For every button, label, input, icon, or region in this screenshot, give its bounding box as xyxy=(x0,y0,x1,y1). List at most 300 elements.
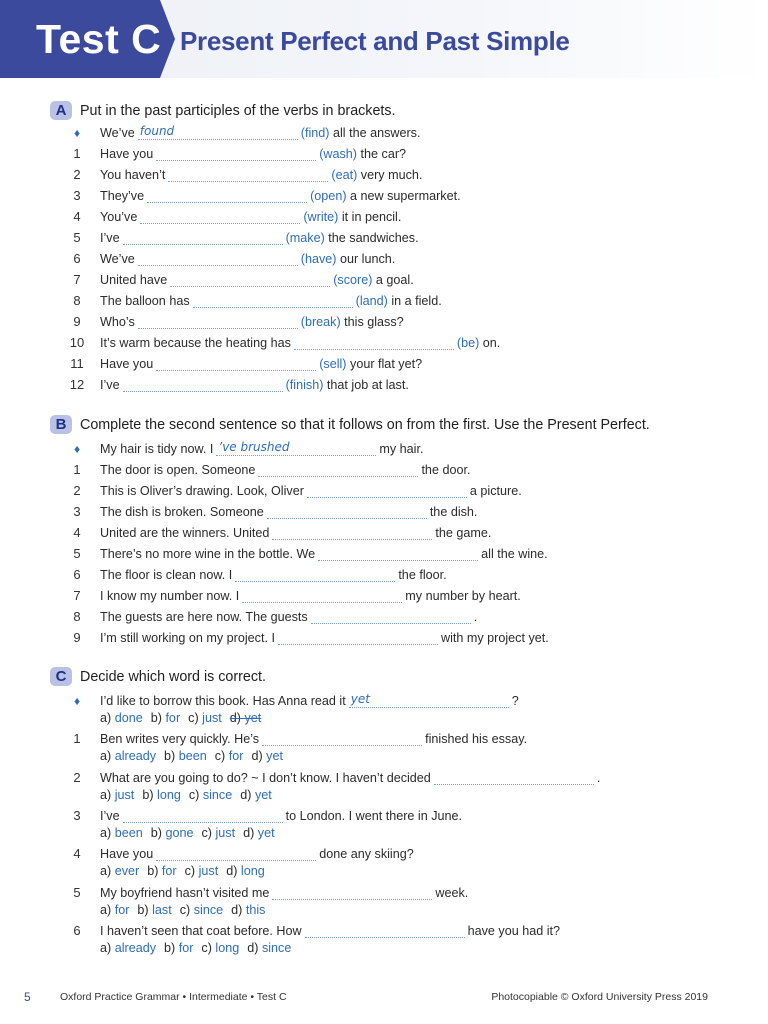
answer-option[interactable] xyxy=(100,711,143,725)
item-text-after: my number by heart. xyxy=(405,589,521,603)
item-text xyxy=(100,270,414,290)
option-word: ever xyxy=(114,864,140,879)
section-a-badge: A xyxy=(50,101,72,120)
item-text xyxy=(100,691,519,711)
option-letter: a) xyxy=(100,711,112,725)
answer-options xyxy=(100,939,299,957)
item-text xyxy=(100,460,470,480)
item-text-after: with my project yet. xyxy=(440,631,549,645)
answer-option[interactable] xyxy=(231,903,265,917)
answer-options xyxy=(100,786,280,804)
option-letter: a) xyxy=(100,749,112,764)
exercise-row xyxy=(0,921,768,959)
option-letter: b) xyxy=(150,711,162,725)
item-text-before: It’s warm because the heating has xyxy=(100,336,291,350)
answer-options xyxy=(100,747,291,765)
option-word: since xyxy=(193,902,224,917)
item-number: 4 xyxy=(73,846,81,862)
item-text xyxy=(100,544,548,564)
item-text-after: very much. xyxy=(360,168,423,182)
answer-blank[interactable] xyxy=(235,566,395,582)
item-text xyxy=(100,186,461,206)
option-letter: b) xyxy=(142,787,154,802)
item-text-after: this glass? xyxy=(344,315,404,329)
answer-blank[interactable] xyxy=(242,587,402,603)
item-text-after: to London. I went there in June. xyxy=(285,808,463,823)
answer-option[interactable] xyxy=(243,826,275,840)
exercise-row xyxy=(0,806,768,844)
item-number: 9 xyxy=(73,314,81,329)
exercise-row xyxy=(0,144,768,165)
option-word: for xyxy=(165,711,181,725)
item-text xyxy=(100,586,521,606)
item-number: 12 xyxy=(69,377,85,392)
page-title: Present Perfect and Past Simple xyxy=(180,26,570,56)
handwritten-answer: yet xyxy=(350,692,370,706)
answer-option[interactable] xyxy=(142,788,181,802)
option-word: long xyxy=(240,864,265,879)
exercise-row xyxy=(0,883,768,921)
option-word: long xyxy=(157,787,181,802)
footer-copyright: Photocopiable © Oxford University Press 2019 xyxy=(491,991,708,1003)
item-text-before: What are you going to do? ~ I don’t know. I haven’t decided xyxy=(100,770,431,785)
item-text-before: I’ve xyxy=(100,808,120,823)
option-word: just xyxy=(114,787,135,802)
item-text-before: The door is open. Someone xyxy=(100,463,256,477)
option-letter: c) xyxy=(201,825,212,840)
page-number: 5 xyxy=(24,990,31,1004)
test-label: Test C xyxy=(36,16,162,62)
item-text-before: Have you xyxy=(100,847,154,862)
option-letter: b) xyxy=(137,902,149,917)
item-text xyxy=(100,844,414,864)
answer-option[interactable] xyxy=(100,749,156,763)
item-text-after: the door. xyxy=(421,463,471,477)
exercise-row xyxy=(0,481,768,502)
item-number: 5 xyxy=(73,546,81,561)
option-word: long xyxy=(215,940,240,955)
handwritten-answer: found xyxy=(139,124,175,138)
exercise-row xyxy=(0,165,768,186)
option-letter: d) xyxy=(243,825,255,840)
verb-hint: (open) xyxy=(310,189,347,203)
verb-hint: (wash) xyxy=(319,147,358,161)
item-text-before: I’ve xyxy=(100,231,120,245)
option-letter: d) xyxy=(231,902,243,917)
answer-option[interactable] xyxy=(137,903,171,917)
answer-option[interactable] xyxy=(188,711,222,725)
item-text xyxy=(100,523,491,543)
item-text xyxy=(100,333,500,353)
item-text-after: finished his essay. xyxy=(425,732,528,747)
item-text-before: This is Oliver’s drawing. Look, Oliver xyxy=(100,484,304,498)
item-text-before: My boyfriend hasn’t visited me xyxy=(100,885,270,900)
item-text-after: . xyxy=(473,610,478,624)
section-c-badge: C xyxy=(50,667,72,686)
answer-blank[interactable] xyxy=(193,292,353,308)
answer-blank[interactable] xyxy=(258,461,418,477)
exercise-row xyxy=(0,729,768,767)
item-number: 6 xyxy=(73,567,81,582)
answer-blank[interactable] xyxy=(147,187,307,203)
answer-blank[interactable] xyxy=(272,884,432,900)
item-text-after: the dish. xyxy=(429,505,478,519)
item-number: 7 xyxy=(73,272,81,287)
answer-blank[interactable] xyxy=(170,271,330,287)
item-text xyxy=(100,883,468,903)
option-word: for xyxy=(114,902,130,917)
verb-hint: (have) xyxy=(300,252,337,266)
option-letter: d) xyxy=(240,787,252,802)
exercise-row xyxy=(0,523,768,544)
answer-option[interactable] xyxy=(240,788,272,802)
item-text xyxy=(100,228,419,248)
item-number: 6 xyxy=(73,251,81,266)
answer-blank[interactable] xyxy=(138,250,298,266)
item-text xyxy=(100,123,420,143)
answer-blank[interactable] xyxy=(140,208,300,224)
exercise-row xyxy=(0,312,768,333)
exercise-row xyxy=(0,291,768,312)
item-text-after: my hair. xyxy=(379,442,424,456)
exercise-row xyxy=(0,502,768,523)
exercise-row xyxy=(0,375,768,396)
answer-option[interactable] xyxy=(201,941,239,955)
item-text-after: all the answers. xyxy=(332,126,421,140)
item-number: 8 xyxy=(73,293,81,308)
item-text-before: The guests are here now. The guests xyxy=(100,610,308,624)
item-text-after: all the wine. xyxy=(481,547,548,561)
answer-blank[interactable] xyxy=(156,845,316,861)
option-letter: a) xyxy=(100,940,112,955)
item-text-after: that job at last. xyxy=(326,378,409,392)
exercise-row xyxy=(0,249,768,270)
item-text-after: on. xyxy=(482,336,501,350)
item-text-before: My hair is tidy now. I xyxy=(100,442,214,456)
exercise-row xyxy=(0,544,768,565)
item-text-before: I’m still working on my project. I xyxy=(100,631,275,645)
answer-blank[interactable] xyxy=(216,440,376,456)
item-text-before: I know my number now. I xyxy=(100,589,240,603)
verb-hint: (be) xyxy=(456,336,480,350)
exercise-row xyxy=(0,354,768,375)
answer-option[interactable] xyxy=(147,864,176,878)
exercise-row xyxy=(0,628,768,649)
option-word: since xyxy=(261,940,292,955)
answer-option[interactable] xyxy=(180,903,223,917)
item-text-after: . xyxy=(596,770,601,785)
verb-hint: (score) xyxy=(333,273,373,287)
exercise-row xyxy=(0,565,768,586)
exercise-row xyxy=(0,607,768,628)
item-text-before: United are the winners. United xyxy=(100,526,270,540)
example-row xyxy=(0,691,768,729)
answer-blank[interactable] xyxy=(123,376,283,392)
answer-blank[interactable] xyxy=(307,482,467,498)
exercise-row xyxy=(0,844,768,882)
item-text-after: the sandwiches. xyxy=(328,231,419,245)
answer-blank[interactable] xyxy=(156,355,316,371)
item-text-after: have you had it? xyxy=(467,923,561,938)
option-letter: a) xyxy=(100,825,112,840)
option-word: since xyxy=(202,787,233,802)
option-letter: c) xyxy=(214,749,226,764)
answer-option[interactable] xyxy=(164,749,207,763)
section-b-instruction: Complete the second sentence so that it follows on from the first. Use the Present Perfect. xyxy=(80,417,650,433)
option-letter: b) xyxy=(164,940,176,955)
answer-blank[interactable] xyxy=(262,730,422,746)
item-text-after: our lunch. xyxy=(339,252,396,266)
option-letter: d) xyxy=(251,749,263,764)
verb-hint: (find) xyxy=(300,126,330,140)
answer-blank[interactable] xyxy=(272,524,432,540)
answer-option[interactable] xyxy=(151,711,180,725)
item-text xyxy=(100,165,422,185)
exercise-row xyxy=(0,768,768,806)
answer-option[interactable] xyxy=(151,826,194,840)
example-diamond-icon: ♦ xyxy=(73,126,81,140)
item-text-after: your flat yet? xyxy=(350,357,423,371)
option-word: last xyxy=(152,902,172,917)
answer-option[interactable] xyxy=(201,826,235,840)
item-text xyxy=(100,249,395,269)
handwritten-answer: ’ve brushed xyxy=(218,440,290,454)
item-text-before: I haven’t seen that coat before. How xyxy=(100,923,302,938)
item-number: 2 xyxy=(73,769,81,785)
item-text-before: There’s no more wine in the bottle. We xyxy=(100,547,316,561)
exercise-row xyxy=(0,186,768,207)
verb-hint: (sell) xyxy=(319,357,347,371)
option-letter: c) xyxy=(188,787,200,802)
item-text-after: a new supermarket. xyxy=(350,189,461,203)
option-letter: c) xyxy=(179,902,191,917)
item-text-after: a goal. xyxy=(375,273,414,287)
item-number: 4 xyxy=(73,209,81,224)
answer-blank[interactable] xyxy=(123,807,283,823)
option-letter: a) xyxy=(100,787,112,802)
item-text xyxy=(100,481,522,501)
answer-option[interactable] xyxy=(247,941,291,955)
option-word: for xyxy=(161,864,177,879)
exercise-row xyxy=(0,207,768,228)
item-text xyxy=(100,628,549,648)
option-word: yet xyxy=(244,711,262,725)
item-text-before: The dish is broken. Someone xyxy=(100,505,264,519)
option-word: been xyxy=(114,825,143,840)
answer-option[interactable] xyxy=(226,864,265,878)
item-text-before: We’ve xyxy=(100,252,135,266)
option-letter: b) xyxy=(150,825,162,840)
item-text xyxy=(100,375,409,395)
example-diamond-icon: ♦ xyxy=(73,694,81,708)
item-text-after: the car? xyxy=(360,147,407,161)
option-word: just xyxy=(202,711,222,725)
item-number: 8 xyxy=(73,609,81,624)
section-b-badge: B xyxy=(50,415,72,434)
page-footer xyxy=(0,990,768,1010)
item-text xyxy=(100,207,401,227)
item-text xyxy=(100,729,527,749)
item-number: 9 xyxy=(73,630,81,645)
option-word: this xyxy=(245,902,266,917)
answer-option[interactable] xyxy=(185,864,219,878)
item-text-before: Have you xyxy=(100,147,154,161)
answer-blank[interactable] xyxy=(311,608,471,624)
answer-options xyxy=(100,709,269,727)
option-word: yet xyxy=(257,825,275,840)
answer-blank[interactable] xyxy=(278,629,438,645)
exercise-row xyxy=(0,333,768,354)
exercise-row xyxy=(0,460,768,481)
section-a-instruction: Put in the past participles of the verbs in brackets. xyxy=(80,103,396,119)
answer-option[interactable] xyxy=(215,749,244,763)
exercise-row xyxy=(0,270,768,291)
item-number: 7 xyxy=(73,588,81,603)
item-text xyxy=(100,806,462,826)
item-text-before: United have xyxy=(100,273,168,287)
option-word: been xyxy=(178,749,207,764)
item-number: 2 xyxy=(73,167,81,182)
item-text xyxy=(100,144,406,164)
option-letter: c) xyxy=(188,711,199,725)
item-number: 5 xyxy=(73,230,81,245)
option-letter: a) xyxy=(100,902,112,917)
answer-blank[interactable] xyxy=(138,124,298,140)
section-c-instruction: Decide which word is correct. xyxy=(80,669,266,685)
item-number: 6 xyxy=(73,922,81,938)
option-letter: c) xyxy=(201,940,212,955)
answer-blank[interactable] xyxy=(168,166,328,182)
item-number: 2 xyxy=(73,483,81,498)
verb-hint: (finish) xyxy=(285,378,324,392)
answer-option[interactable] xyxy=(164,941,193,955)
answer-option[interactable] xyxy=(100,864,139,878)
answer-option[interactable] xyxy=(100,826,143,840)
option-word: done xyxy=(114,711,143,725)
item-text-after: in a field. xyxy=(391,294,442,308)
item-text-after: the game. xyxy=(435,526,492,540)
item-text-before: Have you xyxy=(100,357,154,371)
item-text-before: I’d like to borrow this book. Has Anna read it xyxy=(100,694,346,708)
answer-blank[interactable] xyxy=(349,692,509,708)
item-text xyxy=(100,921,560,941)
item-text-after: done any skiing? xyxy=(319,847,414,862)
answer-blank[interactable] xyxy=(434,769,594,785)
answer-blank[interactable] xyxy=(305,922,465,938)
verb-hint: (land) xyxy=(355,294,388,308)
example-row xyxy=(0,439,768,460)
option-letter: d) xyxy=(226,864,238,879)
item-number: 10 xyxy=(69,335,85,350)
answer-blank[interactable] xyxy=(123,229,283,245)
item-text-before: The floor is clean now. I xyxy=(100,568,233,582)
answer-options xyxy=(100,901,273,919)
exercise-row xyxy=(0,228,768,249)
page-header xyxy=(0,0,768,78)
item-number: 4 xyxy=(73,525,81,540)
item-text xyxy=(100,768,600,788)
option-word: yet xyxy=(266,749,283,764)
option-letter: d) xyxy=(229,711,241,725)
answer-options xyxy=(100,862,273,880)
option-word: for xyxy=(228,749,244,764)
answer-blank[interactable] xyxy=(138,313,298,329)
item-number: 5 xyxy=(73,884,81,900)
item-text xyxy=(100,502,477,522)
answer-options xyxy=(100,824,283,842)
answer-option[interactable] xyxy=(100,941,156,955)
verb-hint: (eat) xyxy=(331,168,358,182)
test-tab xyxy=(0,0,175,78)
verb-hint: (make) xyxy=(285,231,325,245)
option-word: gone xyxy=(165,825,194,840)
answer-blank[interactable] xyxy=(156,145,316,161)
example-row xyxy=(0,123,768,144)
item-number: 1 xyxy=(73,731,81,747)
option-word: yet xyxy=(254,787,272,802)
option-letter: a) xyxy=(100,864,112,879)
answer-option[interactable] xyxy=(251,749,283,763)
item-text-before: We’ve xyxy=(100,126,135,140)
item-number: 3 xyxy=(73,504,81,519)
example-diamond-icon: ♦ xyxy=(73,442,81,456)
option-letter: c) xyxy=(184,864,196,879)
answer-option[interactable] xyxy=(230,711,262,725)
item-text-before: I’ve xyxy=(100,378,120,392)
item-text-before: Who’s xyxy=(100,315,135,329)
option-word: just xyxy=(215,825,236,840)
item-text-before: You haven’t xyxy=(100,168,166,182)
verb-hint: (write) xyxy=(303,210,339,224)
answer-option[interactable] xyxy=(100,788,134,802)
item-text xyxy=(100,565,447,585)
option-word: already xyxy=(114,940,157,955)
item-number: 3 xyxy=(73,188,81,203)
item-text-before: Ben writes very quickly. He’s xyxy=(100,732,260,747)
item-number: 11 xyxy=(70,356,84,371)
item-text xyxy=(100,439,423,459)
option-word: for xyxy=(178,940,194,955)
item-number: 1 xyxy=(73,462,81,477)
option-letter: b) xyxy=(147,864,159,879)
answer-option[interactable] xyxy=(189,788,232,802)
item-number: 3 xyxy=(73,807,81,823)
footer-book-title: Oxford Practice Grammar • Intermediate • Test C xyxy=(60,991,287,1003)
item-text xyxy=(100,312,404,332)
item-text-after: it in pencil. xyxy=(341,210,402,224)
option-word: just xyxy=(198,864,219,879)
item-text-before: They’ve xyxy=(100,189,145,203)
answer-blank[interactable] xyxy=(267,503,427,519)
item-text xyxy=(100,607,477,627)
item-text-after: ? xyxy=(511,694,519,708)
option-letter: d) xyxy=(247,940,259,955)
answer-blank[interactable] xyxy=(294,334,454,350)
answer-blank[interactable] xyxy=(318,545,478,561)
item-text-after: the floor. xyxy=(398,568,447,582)
verb-hint: (break) xyxy=(300,315,341,329)
item-text-before: You’ve xyxy=(100,210,138,224)
item-text xyxy=(100,291,442,311)
option-letter: b) xyxy=(164,749,176,764)
option-word: already xyxy=(114,749,157,764)
answer-option[interactable] xyxy=(100,903,129,917)
item-text-after: a picture. xyxy=(469,484,522,498)
item-text xyxy=(100,354,422,374)
exercise-row xyxy=(0,586,768,607)
item-text-after: week. xyxy=(435,885,469,900)
item-number: 1 xyxy=(73,146,81,161)
